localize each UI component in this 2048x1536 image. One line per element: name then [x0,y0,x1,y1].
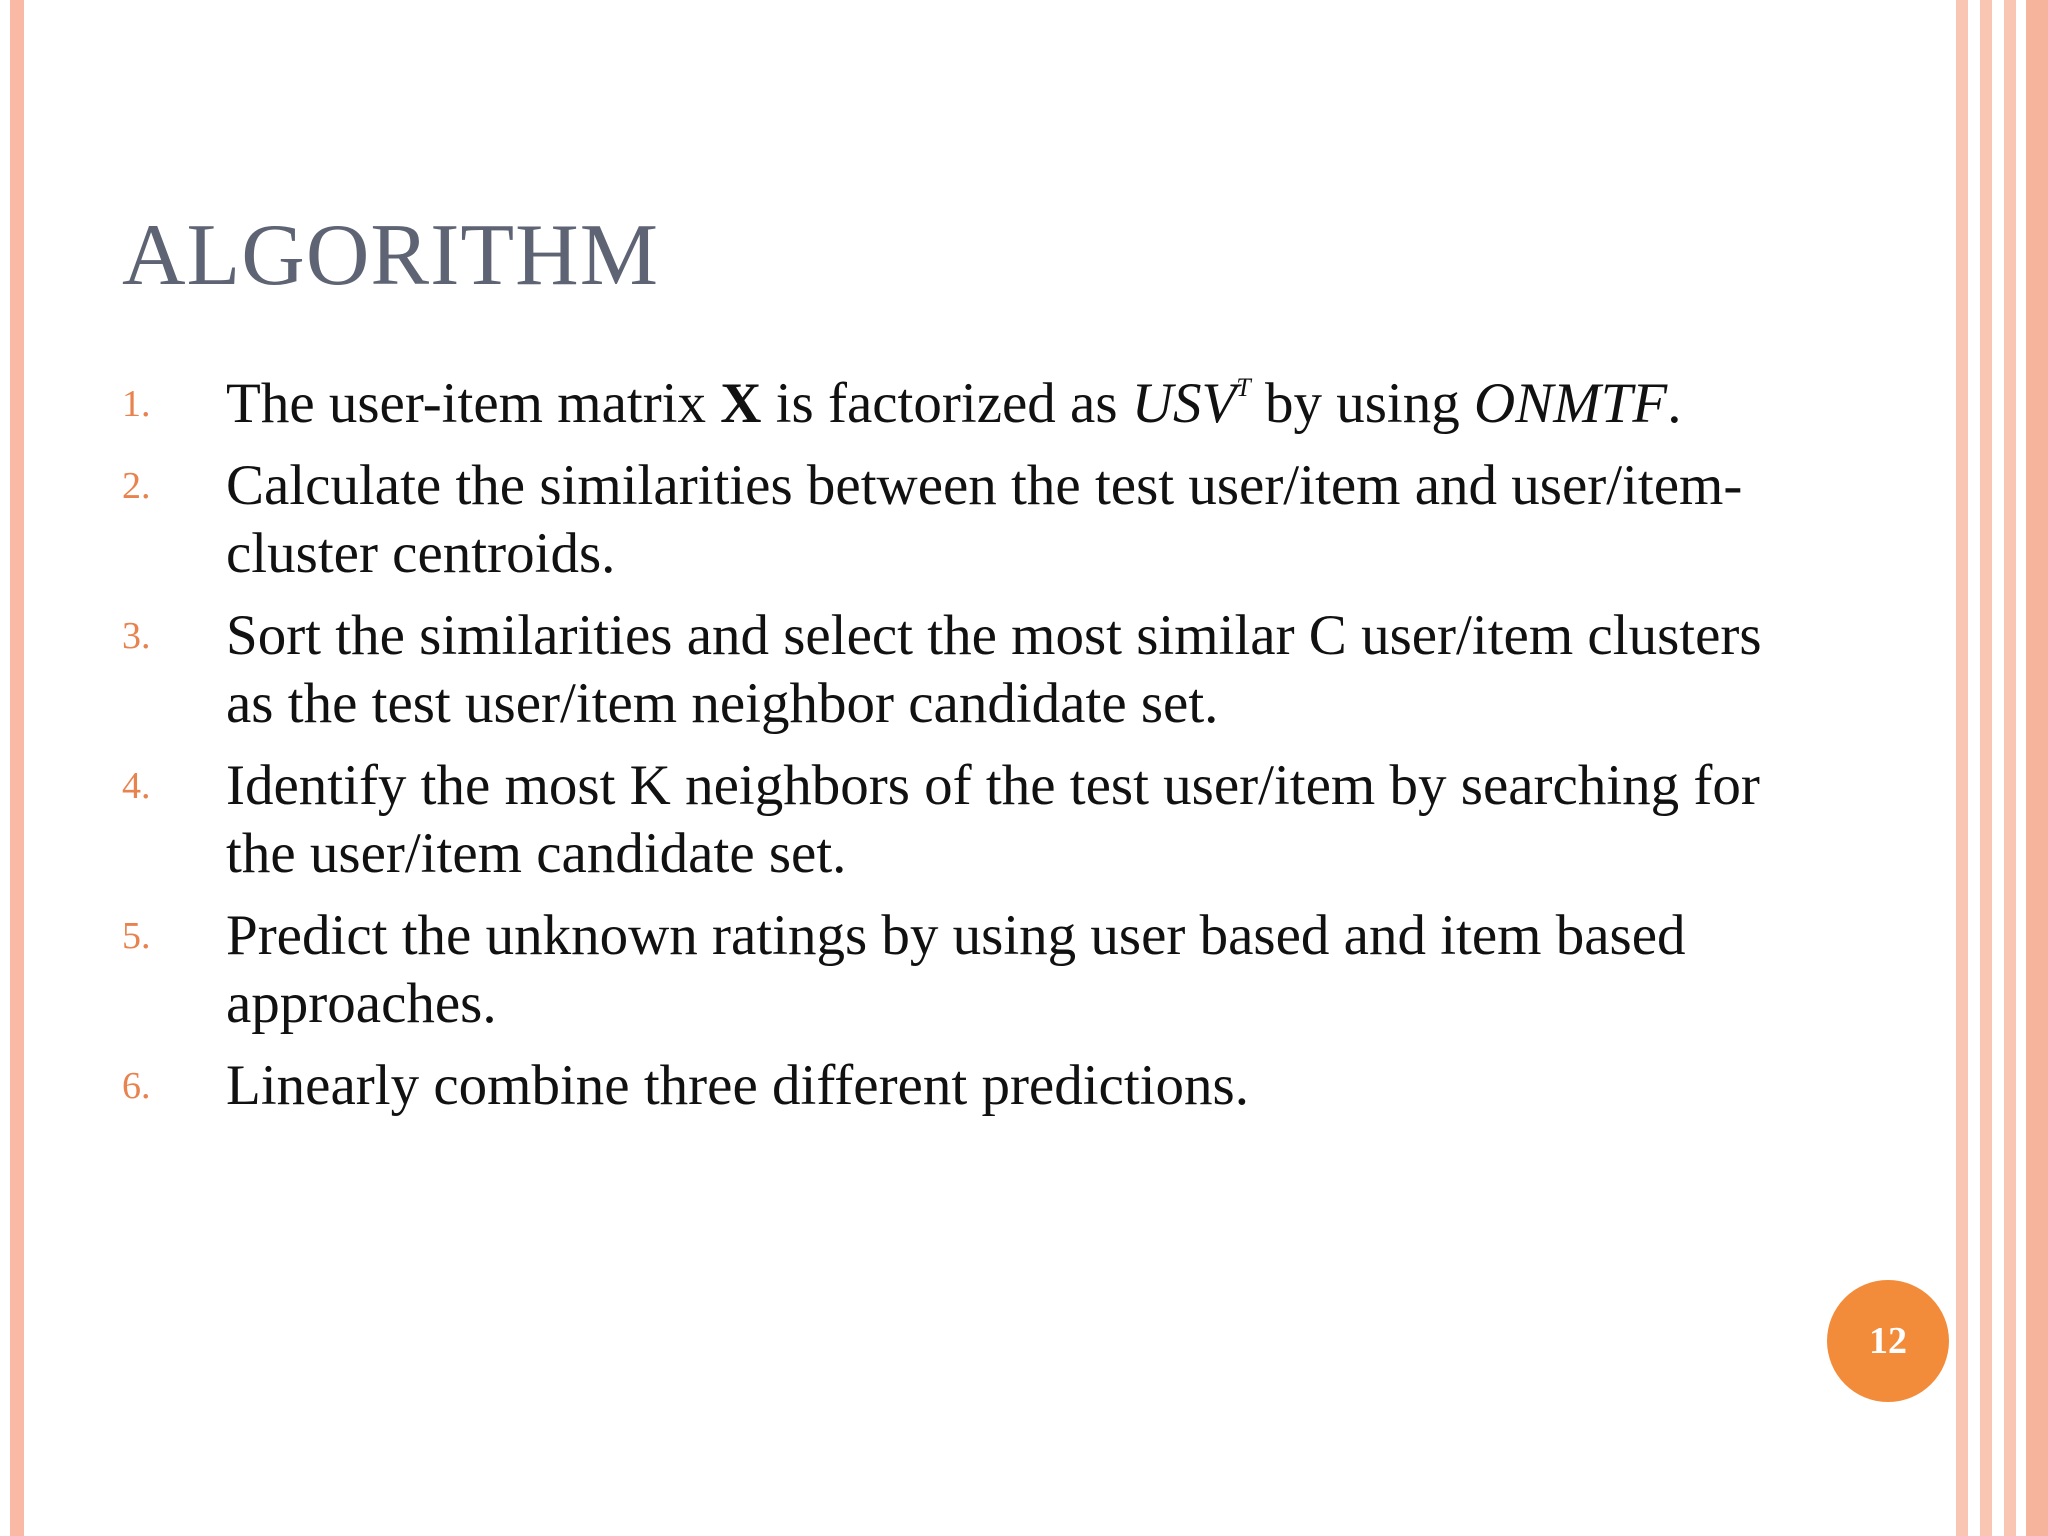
step-number: 6. [122,1065,151,1107]
matrix-symbol: X [720,372,762,435]
step-number: 2. [122,465,151,507]
page-number: 12 [1869,1320,1907,1362]
step-text: The user-item matrix X is factorized as $USV^T$ by using ONMTF. [226,372,1682,435]
step-text: Linearly combine three different predictions. [226,1054,1249,1117]
list-item [122,902,1762,1038]
right-border-bar [2004,0,2016,1536]
algorithm-steps-list [122,370,1762,1134]
left-border-bar [10,0,24,1536]
step-text: Identify the most K neighbors of the test user/item by searching for the user/item candidate set. [226,754,1760,885]
list-item [122,370,1762,438]
method-name: ONMTF [1474,372,1668,435]
right-border-bar [1980,0,1992,1536]
list-item [122,602,1762,738]
step-number: 5. [122,915,151,957]
right-border-bar [1956,0,1968,1536]
transpose-superscript: T [1236,373,1251,402]
factorization-symbol: USV [1131,372,1237,435]
step-text: Calculate the similarities between the test user/item and user/item-cluster centroids. [226,454,1743,585]
step-number: 4. [122,765,151,807]
step-text: Predict the unknown ratings by using user based and item based approaches. [226,904,1686,1035]
step-text: Sort the similarities and select the most similar C user/item clusters as the test user/item neighbor candidate set. [226,604,1762,735]
list-item [122,752,1762,888]
step-number: 3. [122,615,151,657]
page-number-badge [1827,1280,1949,1402]
list-item [122,452,1762,588]
list-item [122,1052,1762,1120]
right-border-bar [2026,0,2048,1536]
step-number: 1. [122,383,151,425]
slide-title: ALGORITHM [122,207,659,304]
